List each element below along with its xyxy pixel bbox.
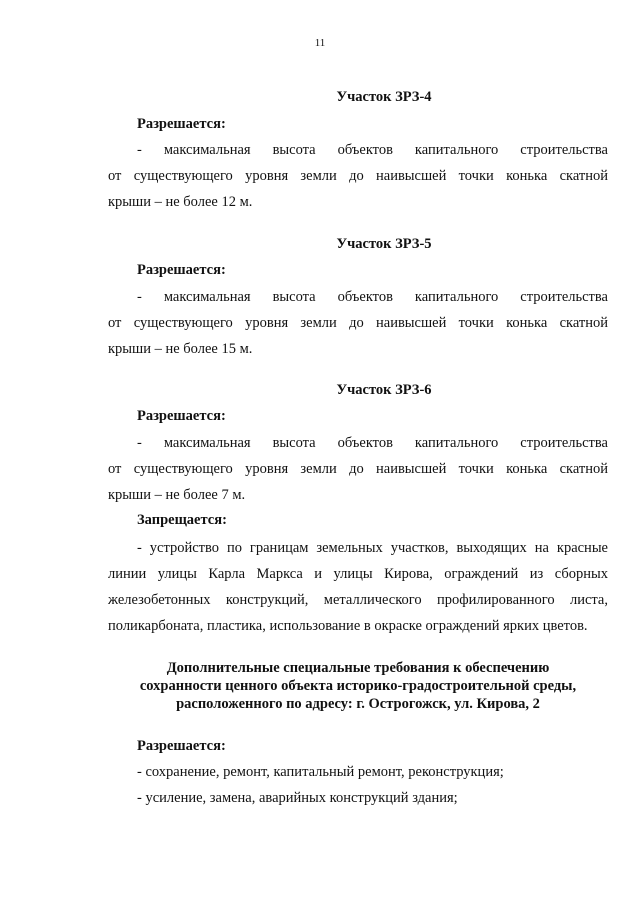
paragraph-line: от существующего уровня земли до наивысшей точки конька скатной xyxy=(108,168,608,184)
section-heading-zrz4: Участок ЗРЗ-4 xyxy=(336,89,432,105)
forbidden-paragraph-zrz6 xyxy=(108,535,608,639)
allowed-label-zrz4: Разрешается: xyxy=(137,116,226,132)
title-line: Дополнительные специальные требования к обеспечению xyxy=(166,660,550,676)
paragraph-line: железобетонных конструкций, металлического профилированного листа, xyxy=(108,592,608,608)
forbidden-label-zrz6: Запрещается: xyxy=(137,512,227,528)
page-number: 11 xyxy=(314,37,326,49)
title-line: сохранности ценного объекта историко-градостроительной среды, xyxy=(139,678,577,694)
paragraph-zrz6 xyxy=(108,430,608,508)
allowed-label-zrz6: Разрешается: xyxy=(137,408,226,424)
paragraph-line: от существующего уровня земли до наивысшей точки конька скатной xyxy=(108,315,608,331)
allowed-label-additional: Разрешается: xyxy=(137,738,226,754)
title-line: расположенного по адресу: г. Острогожск, ул. Кирова, 2 xyxy=(176,696,540,712)
paragraph-zrz5 xyxy=(108,284,608,362)
paragraph-zrz4 xyxy=(108,137,608,215)
allowed-label-zrz5: Разрешается: xyxy=(137,262,226,278)
paragraph-line: поликарбоната, пластика, использование в окраске ограждений ярких цветов. xyxy=(108,618,588,634)
additional-title xyxy=(108,659,608,713)
list-item: - сохранение, ремонт, капитальный ремонт, реконструкция; xyxy=(137,764,504,780)
paragraph-line: - устройство по границам земельных участков, выходящих на красные xyxy=(137,540,608,556)
list-item: - усиление, замена, аварийных конструкций здания; xyxy=(137,790,458,806)
section-heading-zrz5: Участок ЗРЗ-5 xyxy=(336,236,432,252)
paragraph-line: от существующего уровня земли до наивысшей точки конька скатной xyxy=(108,461,608,477)
paragraph-line: - максимальная высота объектов капитального строительства xyxy=(137,435,608,451)
section-heading-zrz6: Участок ЗРЗ-6 xyxy=(336,382,432,398)
paragraph-line: - максимальная высота объектов капитального строительства xyxy=(137,289,608,305)
paragraph-line: - максимальная высота объектов капитального строительства xyxy=(137,142,608,158)
paragraph-line: крыши – не более 15 м. xyxy=(108,341,253,357)
paragraph-line: крыши – не более 12 м. xyxy=(108,194,253,210)
paragraph-line: линии улицы Карла Маркса и улицы Кирова, ограждений из сборных xyxy=(108,566,608,582)
paragraph-line: крыши – не более 7 м. xyxy=(108,487,246,503)
